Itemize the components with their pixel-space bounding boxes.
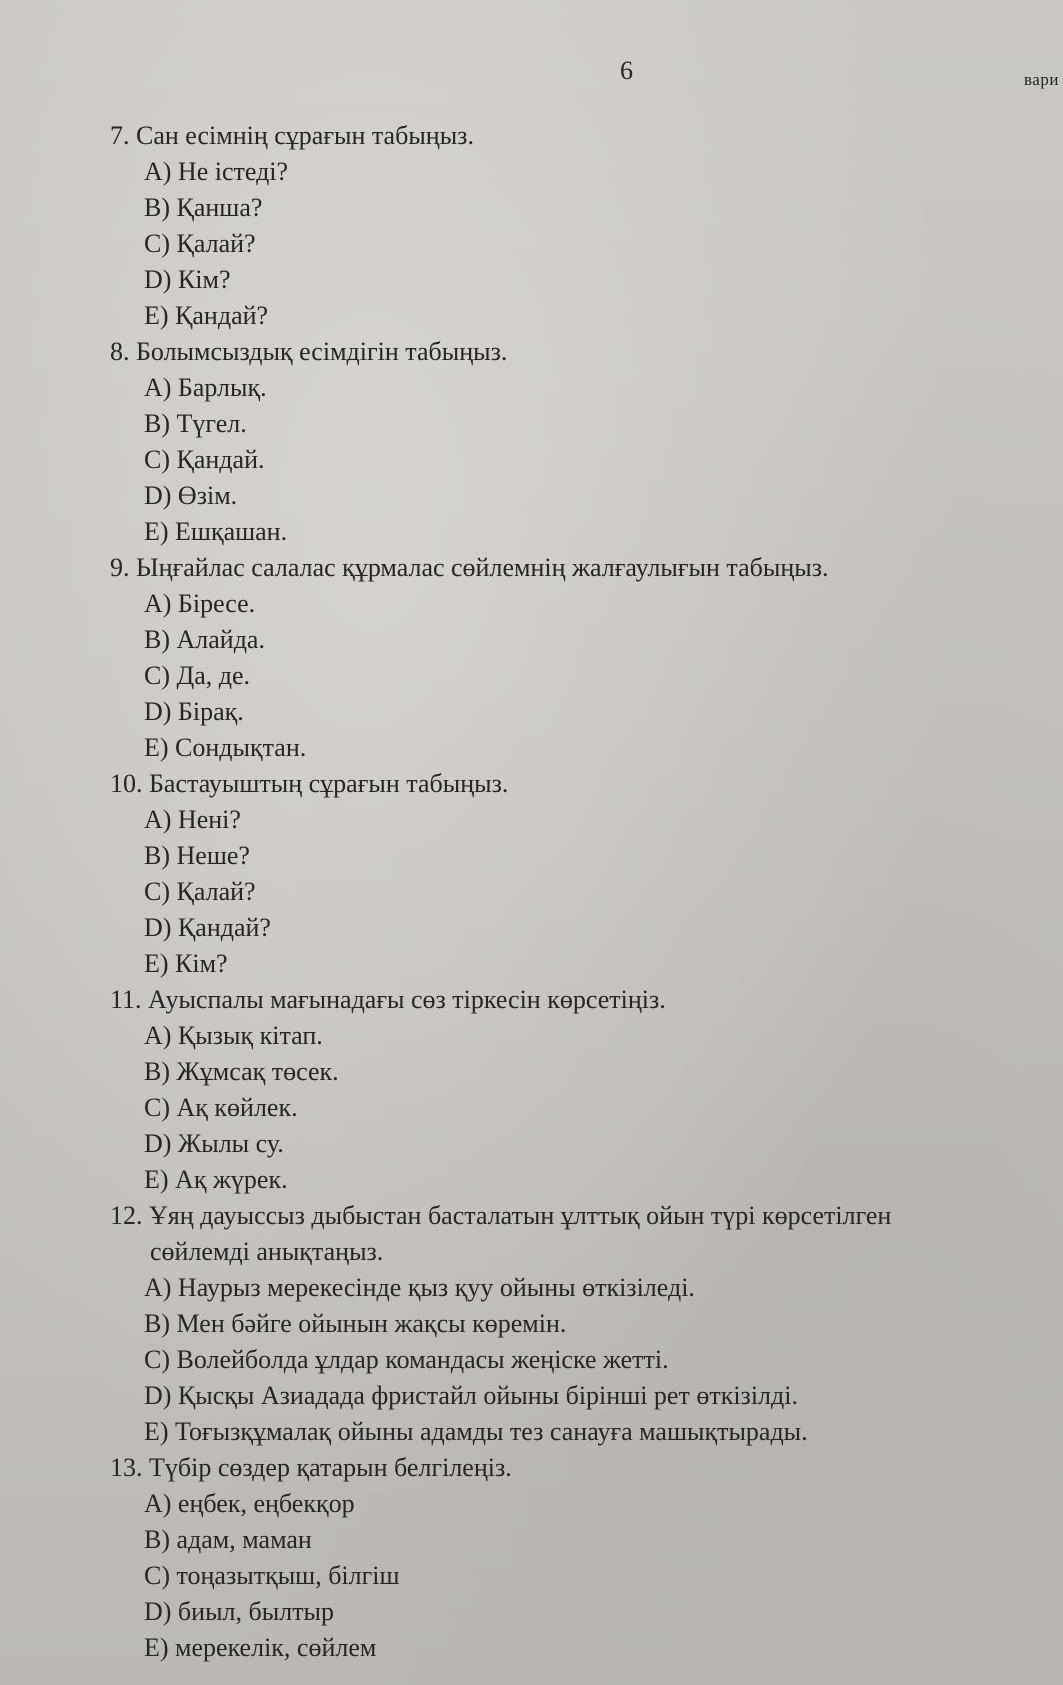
answer-option-c: C) Қалай? (144, 229, 256, 258)
question-text: Ұяң дауыссыз дыбыстан басталатын ұлттық ойын түрі көрсетілген (149, 1201, 892, 1230)
answer-option-a: A) Қызық кітап. (144, 1021, 323, 1050)
question-title (110, 1450, 1050, 1486)
answer-option-d: D) Қандай? (144, 913, 271, 942)
question-9 (110, 550, 1050, 766)
question-text-continuation: сөйлемді анықтаңыз. (150, 1237, 384, 1266)
question-number: 8. (110, 337, 130, 366)
answer-option-a: A) Нені? (144, 805, 241, 834)
question-7 (110, 118, 1050, 334)
answer-option-b: B) Неше? (144, 841, 250, 870)
answer-option-c: C) Қалай? (144, 877, 256, 906)
question-title (110, 766, 1050, 802)
question-title (110, 1198, 1050, 1234)
question-number: 9. (110, 553, 130, 582)
question-text: Ауыспалы мағынадағы сөз тіркесін көрсетіңіз. (148, 985, 666, 1014)
answer-options (110, 1486, 1050, 1666)
question-number: 10. (110, 769, 143, 798)
answer-option-e: E) Кім? (144, 949, 228, 978)
answer-option-d: D) Кім? (144, 265, 231, 294)
question-10 (110, 766, 1050, 982)
question-13 (110, 1450, 1050, 1666)
question-number: 13. (110, 1453, 143, 1482)
question-text: Бастауыштың сұрағын табыңыз. (149, 769, 509, 798)
page-number: 6 (620, 56, 633, 85)
question-text: Түбір сөздер қатарын белгілеңіз. (149, 1453, 512, 1482)
variant-label: вари (1024, 70, 1059, 89)
answer-option-b: B) Түгел. (144, 409, 247, 438)
answer-option-c: C) тоңазытқыш, білгіш (144, 1561, 400, 1590)
answer-option-c: C) Ақ көйлек. (144, 1093, 298, 1122)
answer-option-c: C) Да, де. (144, 661, 251, 690)
answer-option-d: D) Қысқы Азиадада фристайл ойыны бірінші рет өткізілді. (144, 1381, 798, 1410)
answer-option-e: E) Қандай? (144, 301, 269, 330)
answer-option-a: A) Наурыз мерекесінде қыз қуу ойыны өткізіледі. (144, 1273, 695, 1302)
answer-options (110, 1018, 1050, 1198)
answer-option-e: E) Ақ жүрек. (144, 1165, 288, 1194)
question-title (110, 118, 1050, 154)
answer-option-a: A) еңбек, еңбекқор (144, 1489, 355, 1518)
question-12 (110, 1198, 1050, 1450)
answer-option-d: D) Өзім. (144, 481, 238, 510)
answer-options (110, 802, 1050, 982)
answer-option-c: C) Қандай. (144, 445, 265, 474)
answer-options (110, 1270, 1050, 1450)
answer-option-b: B) адам, маман (144, 1525, 312, 1554)
answer-option-a: A) Барлық. (144, 373, 267, 402)
answer-option-e: E) мерекелік, сөйлем (144, 1633, 377, 1662)
question-title (110, 550, 1050, 586)
question-text: Сан есімнің сұрағын табыңыз. (136, 121, 474, 150)
question-number: 7. (110, 121, 130, 150)
answer-option-e: E) Сондықтан. (144, 733, 307, 762)
answer-option-b: B) Жұмсақ төсек. (144, 1057, 339, 1086)
answer-option-a: A) Не істеді? (144, 157, 289, 186)
answer-option-d: D) Бірақ. (144, 697, 244, 726)
answer-option-a: A) Біресе. (144, 589, 256, 618)
question-title (110, 334, 1050, 370)
answer-option-e: E) Ешқашан. (144, 517, 288, 546)
answer-option-d: D) биыл, былтыр (144, 1597, 335, 1626)
question-11 (110, 982, 1050, 1198)
question-title (110, 982, 1050, 1018)
question-number: 12. (110, 1201, 143, 1230)
question-text: Ыңғайлас салалас құрмалас сөйлемнің жалғаулығын табыңыз. (136, 553, 829, 582)
question-8 (110, 334, 1050, 550)
question-list (110, 118, 1050, 1666)
answer-option-b: B) Алайда. (144, 625, 265, 654)
answer-options (110, 154, 1050, 334)
question-text: Болымсыздық есімдігін табыңыз. (136, 337, 508, 366)
answer-option-b: B) Мен бәйге ойынын жақсы көремін. (144, 1309, 567, 1338)
answer-options (110, 370, 1050, 550)
answer-option-b: B) Қанша? (144, 193, 263, 222)
answer-option-d: D) Жылы су. (144, 1129, 284, 1158)
answer-options (110, 586, 1050, 766)
answer-option-c: C) Волейболда ұлдар командасы жеңіске жетті. (144, 1345, 669, 1374)
question-number: 11. (110, 985, 142, 1014)
answer-option-e: E) Тоғызқұмалақ ойыны адамды тез санауға машықтырады. (144, 1417, 808, 1446)
